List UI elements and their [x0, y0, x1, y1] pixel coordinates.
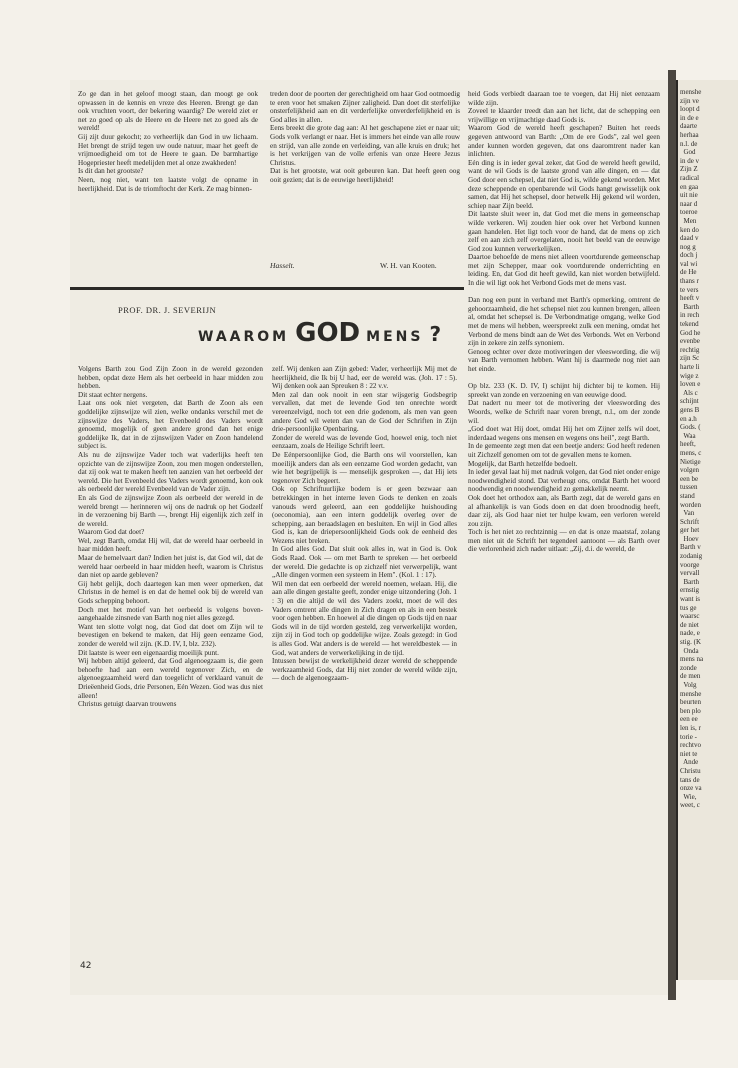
right-page-fragments: menshe zijn ve loopt d in de e daarte herhaa n.l. de God in de v Zijn Z radical en gaa uit nie naar d toeroe Men ken do daad v nog g doch j val wi de He thans r te vers heeft v Barth in rech tekend God he evenbe rechtig zijn Sc harte li wige z loven e Als c schijnt gens B en a.h Gods. ( Waa heeft, mens, c Nietige volgen een be tussen stand worden Van Schrift ger het Hoev Barth v zodanig voorge vervall Barth ernstig want is tus ge waarsc de niet nade, e stig. (K Onda mens na zonde de men Volg menshe beurten ben plo een ee len is, r torie - rechtvo niet te Ande Christu tans de onze va Wie, weet, c	[680, 88, 704, 810]
page-number: 42	[80, 961, 92, 971]
book-spine	[668, 70, 676, 1000]
article-author: PROF. DR. J. SEVERIJN	[118, 305, 217, 315]
signature-place: Hasselt.	[270, 261, 295, 270]
title-word-mens: MENS	[366, 329, 424, 345]
title-question-mark: ?	[429, 322, 445, 346]
body-column-1: Volgens Barth zou God Zijn Zoon in de wereld gezonden hebben, opdat deze Hem als het oerbeeld in haar midden zou hebben. Dit staat echter nergens. Laat ons ook niet vergeten, dat Barth de Zoon als een goddelijke zijnswijze wil zien, welke ondanks verschil met de zijnswijze des Vaders, het Evenbeeld des Vaders wordt genoemd, mogelijk of geen andere grond dan het enige goddelijke Ik, dat in de zijnswijzen Vader en Zoon handelend subject is. Als nu de zijnswijze Vader toch wat vaderlijks heeft ten opzichte van de zijnswijze Zoon, zou men mogen onderstellen, dat zij ook wat te maken heeft ten aanzien van het oerbeeld der wereld. Die het Evenbeeld des Vaders wordt genoemd, kon ook als oerbeeld der wereld Evenbeeld van de Vader zijn. En als God de zijnswijze Zoon als oerbeeld der wereld in de wereld brengt — herinneren wij ons de nadruk op het Godzelf in de verzoening bij Barth —, brengt Hij eigenlijk zich zelf in de wereld. Waarom God dat doet? Wel, zegt Barth, omdat Hij wil, dat de wereld haar oerbeeld in haar midden heeft. Maar de hemelvaart dan? Indien het juist is, dat God wil, dat de wereld haar oerbeeld in haar midden heeft, waarom is Christus dan niet op aarde gebleven? Gij hebt gelijk, doch daartegen kan men weer opmerken, dat Christus in de hemel is en dat de hemel ook bij de wereld van Gods schepping behoort. Doch met het motief van het oerbeeld is volgens boven-aangehaalde zinsnede van Barth nog niet alles gezegd. Want ten slotte volgt nog, dat God dat doet om Zijn wil te bevestigen en bekend te maken, dat Hij geen eenzame God, zonder de wereld wil zijn. (K.D. IV, I, blz. 232). Dit laatste is weer een eigenaardig moeilijk punt. Wij hebben altijd geleerd, dat God algenoegzaam is, die geen behoefte had aan een wereld tegenover Zich, en de algenoegzaamheid werd dan toegelicht of verklaard vanuit de Drieëenheid Gods, drie Personen, Eén Wezen. God was dus niet alleen! Christus getuigt daarvan trouwens	[78, 365, 263, 709]
signature-name: W. H. van Kooten.	[380, 261, 437, 270]
top-column-2: treden door de poorten der gerechtigheid om haar God ootmoedig te eren voor het smaken Zijner zaligheid. Dan doet dit sterfelijke onsterfelijkheid aan en dit verderfelijke onverderfelijkheid en is God alles in allen. Eens breekt die grote dag aan: Al het geschapene ziet er naar uit; Gods volk verlangt er naar. Het is immers het einde van alle rouw en strijd, van alle zonde en verleiding, van alle kruis en druk; het is het verkrijgen van de volle erfenis van onze Heere Jezus Christus. Dat is het grootste, wat ooit gebeuren kan. Dat heeft geen oog ooit gezien; dat is de eeuwige heerlijkheid!	[270, 90, 460, 184]
title-word-god: GOD	[295, 318, 361, 348]
body-column-3: heid Gods verbiedt daaraan toe te voegen, dat Hij niet eenzaam wilde zijn. Zoveel te klaarder treedt dan aan het licht, dat de schepping een vrijwillige en vrijmachtige daad Gods is. Waarom God de wereld heeft geschapen? Buiten het reeds gegeven antwoord van Barth: „Om de ere Gods", zal wel geen ander kunnen worden gegeven, dat ons daaromtrent nader kan inlichten. Eén ding is in ieder geval zeker, dat God de wereld heeft gewild, want de wil Gods is de laatste grond van alle dingen, en — dat God door een schepsel, dat niet God is, wilde gekend worden. Met deze scheppende en openbarende wil Gods hangt gewisselijk ook samen, dat Hij het schepsel, door hetwelk Hij gekend wil worden, schiep naar Zijn beeld. Dit laatste sluit weer in, dat God met die mens in gemeenschap wilde verkeren. Wij zouden hier ook over het Verbond kunnen gaan handelen. Het ligt toch voor de hand, dat de mens op zich zelf en aan zich zelf overgelaten, nooit het beeld van de eeuwige God zou kunnen verwerkelijken. Daartoe behoefde de mens niet alleen voortdurende gemeenschap met zijn Schepper, maar ook voortdurende onderrichting en leiding. En, dat God dit heeft gewild, kan niet worden betwijfeld. In die wil ligt ook het Verbond Gods met de mens vast. Dan nog een punt in verband met Barth's opmerking, omtrent de gehoorzaamheid, die het schepsel niet zou kunnen brengen, alleen al, omdat het schepsel is. De Verbondmatige omgang, welke God met de mens wil hebben, weerspreekt zulk een mening, omdat het Verbond de mens bindt aan de Wet des Verbonds. Wet en Verbond zijn in zekere zin zelfs synoniem. Genoeg echter over deze motiveringen der vleeswording, die wij van Barth vernomen hebben. Want hij is daarmede nog niet aan het einde. Op blz. 233 (K. D. IV, I) schijnt hij dichter bij te komen. Hij spreekt van zonde en verzoening en van eeuwige dood. Dat nadert nu meer tot de motivering der vleeswording des Woords, welke de Schrift naar voren brengt, n.l., om der zonde wil. „God doet wat Hij doet, omdat Hij het om Zijner zelfs wil doet, inderdaad wegens ons mensen en wegens ons heil", zegt Barth. In de gemeente zegt men dat een beetje anders: God heeft redenen uit Zichzelf genomen om tot de gevallen mens te komen. Mogelijk, dat Barth hetzelfde bedoelt. In ieder geval laat hij met nadruk volgen, dat God niet onder enige noodwendigheid stond. Dat verheugt ons, omdat Barth het woord noodwendig en noodwendigheid zo gemakkelijk neemt. Ook doet het orthodox aan, als Barth zegt, dat de wereld gans en al afhankelijk is van Gods doen en dat doen broodnodig heeft, daar zij, als God haar niet ter hulpe kwam, een verloren wereld zou zijn. Toch is het niet zo rechtzinnig — en dat is onze maatstaf, zolang men niet uit de Schrift het tegendeel aantoont — als Barth over die verlorenheid zich nader uitlaat: „Zij, d.i. de wereld, de	[468, 90, 660, 554]
body-column-2: zelf. Wij denken aan Zijn gebed: Vader, verheerlijk Mij met de heerlijkheid, die Ik bij U had, eer de wereld was. (Joh. 17 : 5). Wij denken ook aan Spreuken 8 : 22 v.v. Men zal dan ook nooit in een star wijsgerig Godsbegrip vervallen, dat met de levende God ten onrechte wordt vereenzelvigd, noch tot een drie godenom, als men van geen andere God wil weten dan van de God der Schriften in Zijn drie-persoonlijke Openbaring. Zonder de wereld was de levende God, hoewel enig, toch niet eenzaam, zoals de Heilige Schrift leert. De Eénpersoonlijke God, die Barth ons wil voorstellen, kan moeilijk anders dan als een eenzame God worden gedacht, van wie het begrijpelijk is — menselijk gesproken —, dat Hij iets tegenover Zich begeert. Ook op Schriftuurlijke bodem is er geen bezwaar aan betrekkingen in het interne leven Gods te denken en zoals vanouds werd geleerd, aan een goddelijke huishouding (oeconomia), aan een intern goddelijk overleg over de schepping, aan beraadslagen en besluiten. En wijl in God alles God is, kan de driepersoonlijkheid Gods ook de eenheid des Wezens niet breken. In God alles God. Dat sluit ook alles in, wat in God is. Ook Gods Raad. Ook — om met Barth te spreken — het oerbeeld der wereld. Die gedachte is op zichzelf niet verwerpelijk, want „Alle dingen vormen een systeem in Hem". (Kol. 1 : 17). Wil men dat een oerbeeld der wereld noemen, welaan. Hij, die aan alle dingen gestalte geeft, zonder enige uitzondering (Joh. 1 : 3) en die altijd de wil des Vaders zoekt, moet de wil des Vaders omtrent alle dingen in Zich dragen en als in een bestek voor ogen hebben. En hoewel al die dingen op Gods tijd en naar Gods wil in de tijd worden gesteld, zeg verwerkelijkt worden, zijn zij in God toch op goddelijke wijze. Zoals gezegd: in God is alles God. Wat anders is de wereld — het wereldbestek — in God, wat anders de verwerkelijking in de tijd. Intussen bewijst de werkelijkheid dezer wereld de scheppende werkzaamheid Gods, dat Hij niet zonder de wereld wilde zijn, — doch de algenoegzaam-	[272, 365, 457, 683]
top-column-1: Zo ge dan in het geloof moogt staan, dan moogt ge ook opwassen in de kennis en vreze des Heeren. Brengt ge dan ook vruchten voort, der bekering waardig? De wereld ziet er net zo goed op als de Heere en de Heere net zo goed als de wereld! Gij zijt duur gekocht; zo verheerlijk dan God in uw lichaam. Het brengt de strijd tegen uw oude natuur, maar het geeft de vrijmoedigheid om tot de Heere te gaan. De barmhartige Hogepriester heeft medelijden met al onze zwakheden! Is dit dan het grootste? Neen, nog niet, want ten laatste volgt de opname in heerlijkheid. Dat is de triomftocht der Kerk. Ze mag binnen-	[78, 90, 258, 193]
article-title	[198, 318, 444, 348]
section-divider	[70, 287, 464, 290]
title-word-waarom: WAAROM	[198, 329, 290, 345]
